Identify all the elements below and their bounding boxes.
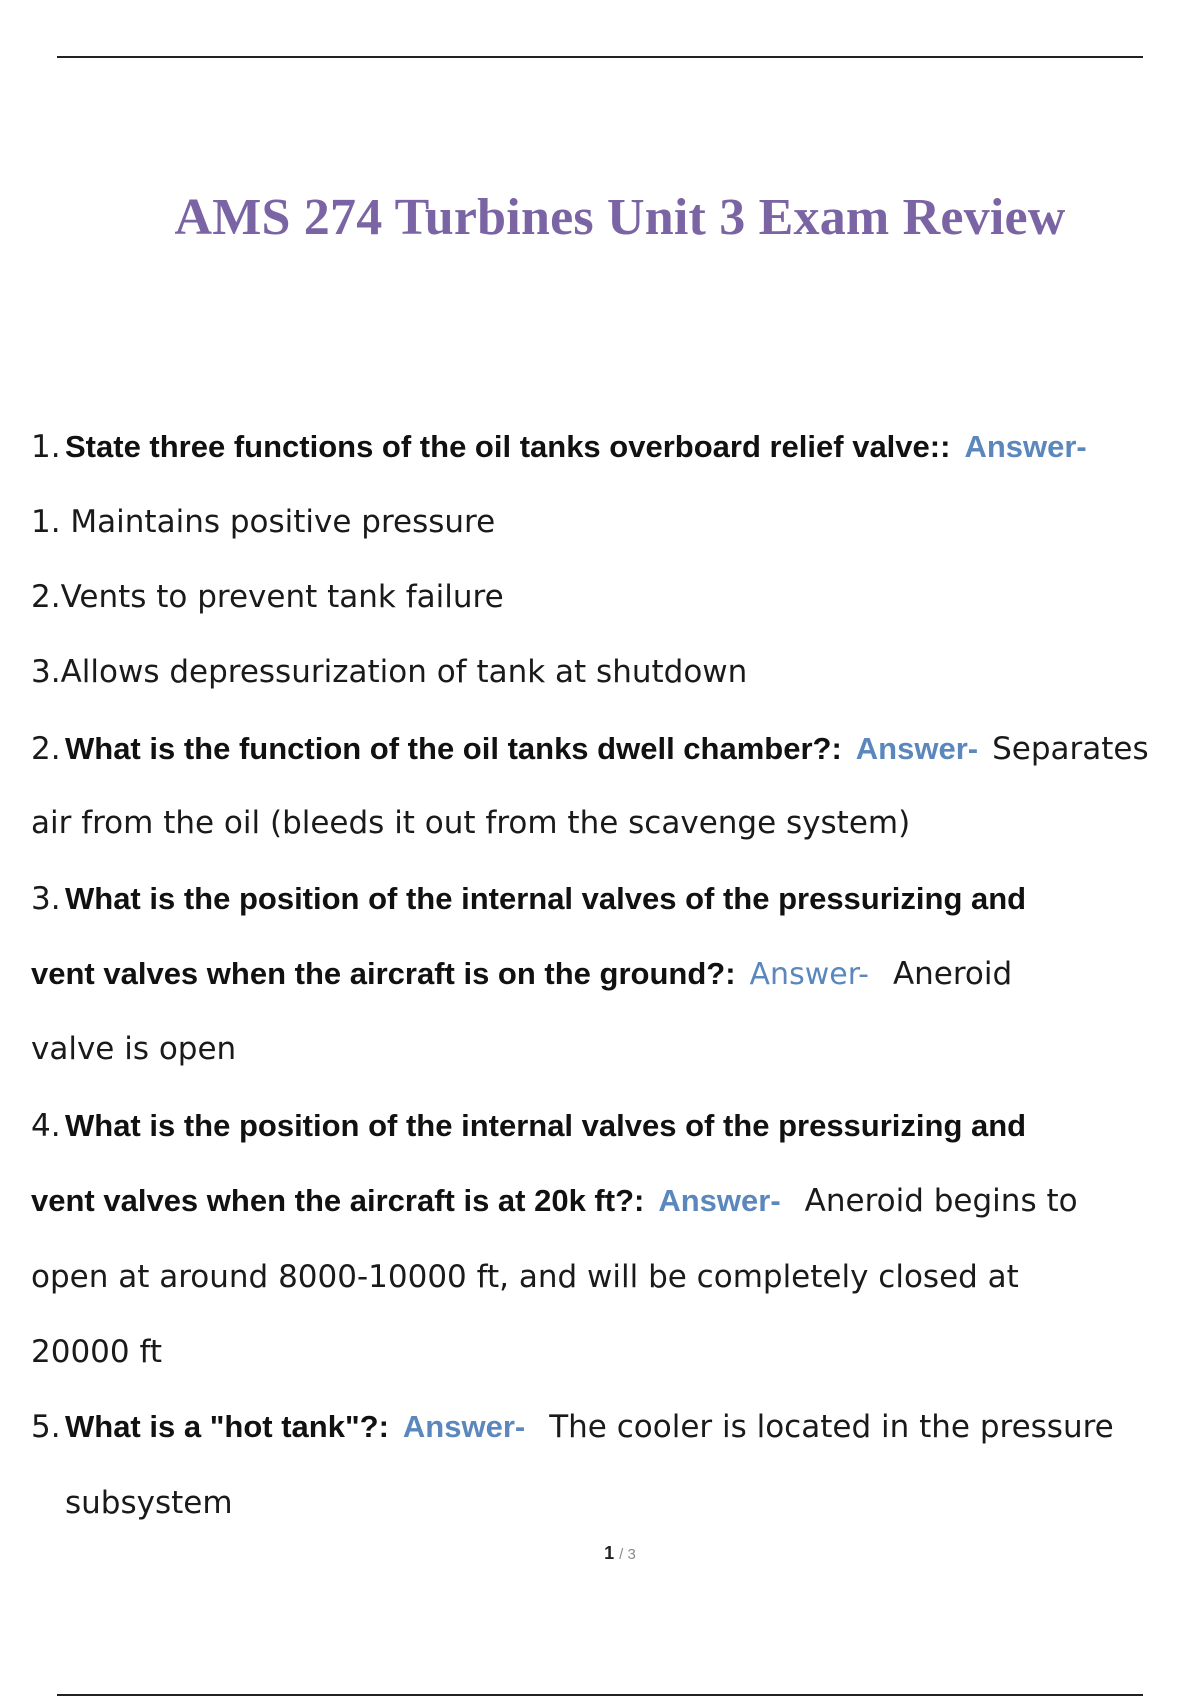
answer-line: subsystem [65,1485,233,1521]
answer-text: Aneroid [892,956,1013,992]
answer-line: 2.Vents to prevent tank failure [31,579,504,615]
answer-line: 20000 ft [31,1334,162,1370]
question-text: What is a "hot tank"?: [65,1409,389,1444]
question-text: What is the position of the internal valves of the pressurizing and [65,881,1027,916]
total-pages: / 3 [619,1546,636,1563]
answer-label: Answer- [855,731,979,766]
current-page: 1 [604,1543,615,1563]
answer-label: Answer- [402,1409,526,1444]
question-text: vent valves when the aircraft is on the ground?: [31,956,736,991]
answer-text: Aneroid begins to [804,1183,1078,1219]
answer-label: Answer- [658,1183,781,1218]
question-2 [31,731,1149,767]
question-text: State three functions of the oil tanks overboard relief valve:: [65,429,951,464]
question-3-continued [31,956,1012,993]
answer-line: 3.Allows depressurization of tank at shutdown [31,654,748,690]
question-4-continued [31,1183,1078,1219]
question-1 [31,429,1087,465]
question-text: What is the function of the oil tanks dwell chamber?: [65,731,842,766]
question-number: 3. [31,881,61,917]
question-number: 4. [31,1108,61,1144]
top-rule [57,56,1143,58]
question-3 [31,881,1026,917]
question-number: 5. [31,1409,61,1445]
answer-text: Separates [992,731,1149,767]
answer-line: valve is open [31,1031,237,1067]
question-5 [31,1409,1114,1445]
answer-text: The cooler is located in the pressure [549,1409,1114,1445]
answer-label: Answer- [964,429,1087,464]
bottom-rule [57,1694,1143,1696]
answer-label: Answer- [749,957,869,992]
question-text: vent valves when the aircraft is at 20k ft?: [31,1183,645,1218]
answer-line: air from the oil (bleeds it out from the scavenge system) [31,805,911,841]
answer-line: open at around 8000-10000 ft, and will be completely closed at [31,1259,1019,1295]
question-text: What is the position of the internal valves of the pressurizing and [65,1108,1027,1143]
answer-line: 1. Maintains positive pressure [31,504,496,540]
document-title: AMS 274 Turbines Unit 3 Exam Review [174,189,1066,246]
question-number: 1. [31,429,61,465]
page-indicator [0,1543,1200,1564]
question-4 [31,1108,1026,1144]
question-number: 2. [31,731,61,767]
